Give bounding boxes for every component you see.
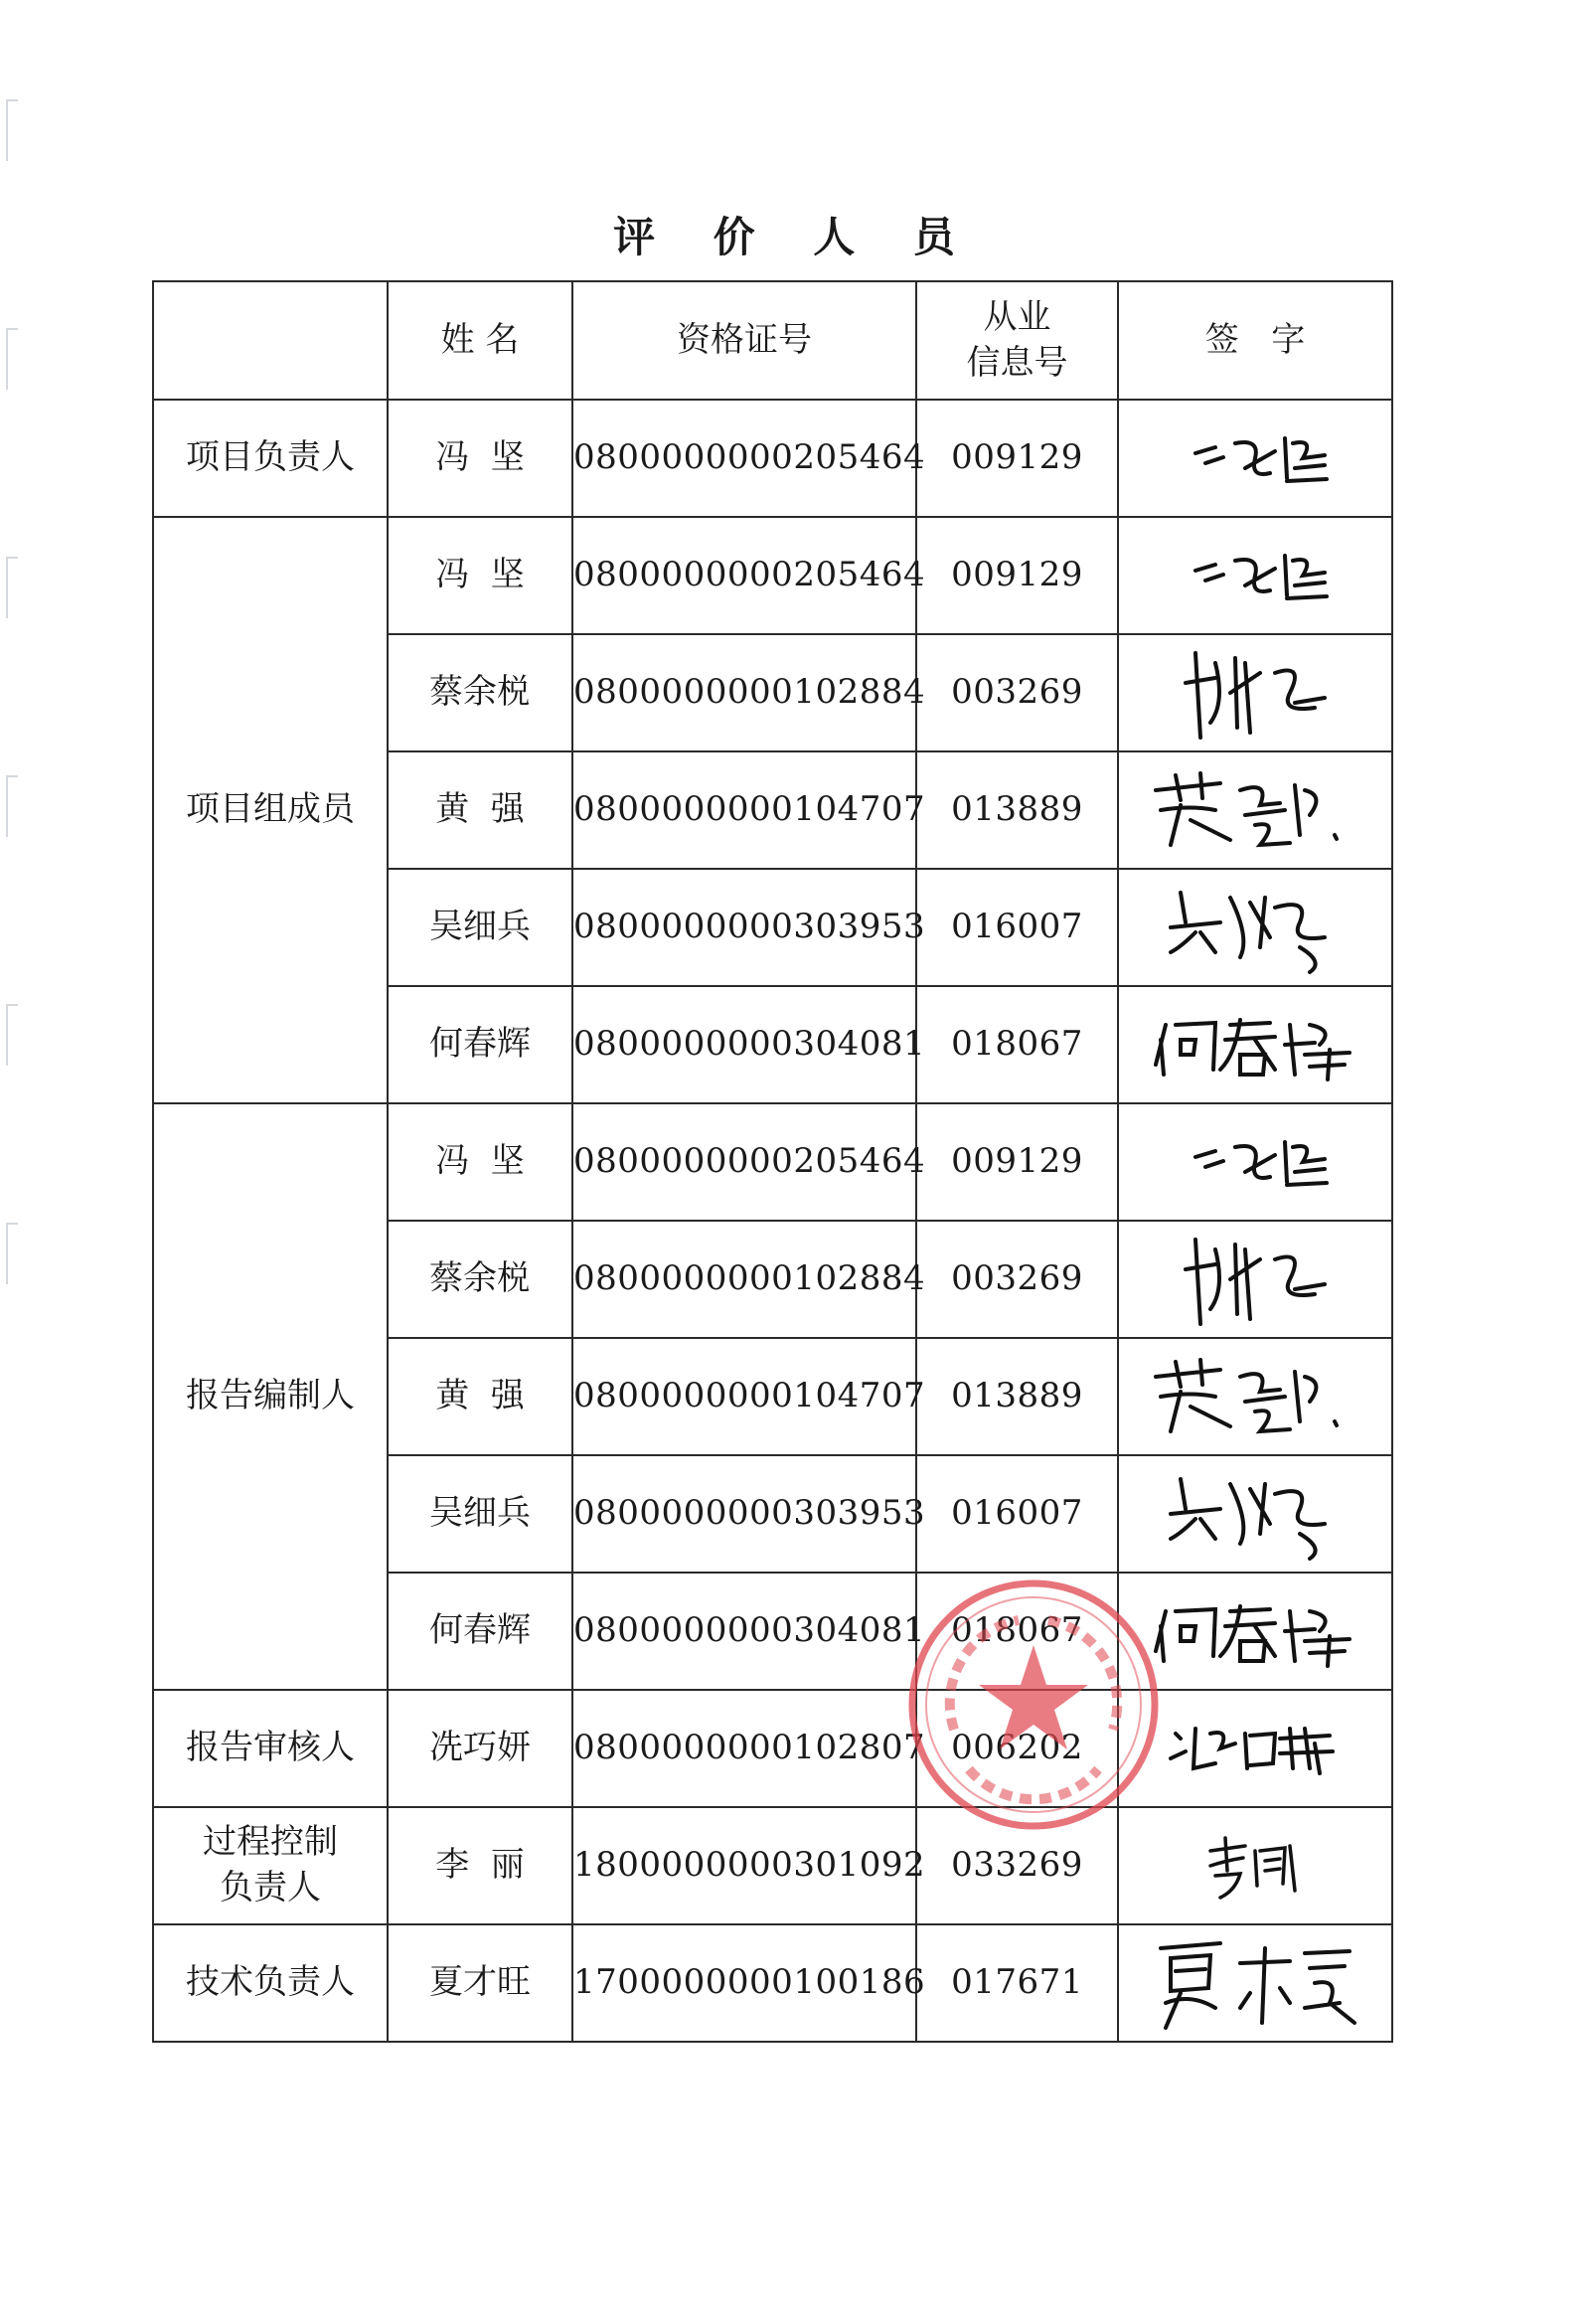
info-cell: 003269 — [916, 1221, 1118, 1338]
role-cell: 技术负责人 — [153, 1924, 388, 2042]
info-cell: 016007 — [916, 869, 1118, 986]
header-name: 姓 名 — [388, 281, 572, 400]
handwritten-signature — [1141, 1352, 1369, 1441]
name-cell: 何春辉 — [388, 1573, 572, 1690]
scan-edge-mark — [6, 328, 18, 390]
cert-cell: 0800000000102884 — [572, 1221, 916, 1338]
info-cell: 013889 — [916, 1338, 1118, 1455]
scan-edge-mark — [6, 775, 18, 837]
table-row — [153, 1690, 1392, 1807]
signature-cell — [1118, 869, 1392, 986]
name-cell: 吴细兵 — [388, 869, 572, 986]
scan-edge-mark — [6, 1223, 18, 1284]
info-cell: 013889 — [916, 751, 1118, 869]
header-role — [153, 281, 388, 400]
role-cell: 过程控制 负责人 — [153, 1807, 388, 1924]
cert-cell: 0800000000304081 — [572, 986, 916, 1103]
signature-cell — [1118, 986, 1392, 1103]
handwritten-signature — [1156, 1714, 1354, 1783]
info-cell: 017671 — [916, 1924, 1118, 2042]
name-cell: 蔡余棁 — [388, 634, 572, 751]
scan-edge-mark — [6, 99, 18, 161]
scan-edge-mark — [6, 557, 18, 618]
cert-cell: 1700000000100186 — [572, 1924, 916, 2042]
cert-cell: 0800000000205464 — [572, 400, 916, 517]
evaluator-table — [152, 280, 1393, 2043]
handwritten-signature — [1146, 1005, 1364, 1084]
table-row — [153, 1103, 1392, 1221]
cert-cell: 0800000000304081 — [572, 1573, 916, 1690]
name-cell: 吴细兵 — [388, 1455, 572, 1573]
cert-cell: 0800000000205464 — [572, 1103, 916, 1221]
name-cell: 冼巧妍 — [388, 1690, 572, 1807]
header-info: 从业 信息号 — [916, 281, 1118, 400]
cert-cell: 0800000000104707 — [572, 751, 916, 869]
handwritten-signature — [1156, 1230, 1354, 1329]
handwritten-signature — [1176, 541, 1335, 610]
name-cell: 黄 强 — [388, 1338, 572, 1455]
name-cell: 黄 强 — [388, 751, 572, 869]
name-cell: 冯 坚 — [388, 1103, 572, 1221]
scan-edge-mark — [6, 1004, 18, 1066]
cert-cell: 0800000000102807 — [572, 1690, 916, 1807]
handwritten-signature — [1141, 1933, 1369, 2033]
name-cell: 夏才旺 — [388, 1924, 572, 2042]
page-title: 评 价 人 员 — [613, 213, 977, 261]
official-seal-stamp — [899, 1571, 1168, 1839]
cert-cell: 0800000000104707 — [572, 1338, 916, 1455]
cert-cell: 0800000000303953 — [572, 1455, 916, 1573]
name-cell: 冯 坚 — [388, 517, 572, 634]
signature-cell — [1118, 1455, 1392, 1573]
handwritten-signature — [1156, 643, 1354, 743]
signature-cell — [1118, 751, 1392, 869]
signature-cell — [1118, 1221, 1392, 1338]
cert-cell: 0800000000303953 — [572, 869, 916, 986]
handwritten-signature — [1186, 1826, 1325, 1906]
table-row — [153, 1924, 1392, 2042]
signature-cell — [1118, 634, 1392, 751]
table-row — [153, 400, 1392, 517]
cert-cell: 0800000000102884 — [572, 634, 916, 751]
info-cell: 009129 — [916, 400, 1118, 517]
info-cell: 009129 — [916, 1103, 1118, 1221]
role-cell: 项目组成员 — [153, 517, 388, 1103]
table-header-row — [153, 281, 1392, 400]
signature-cell — [1118, 1924, 1392, 2042]
info-cell: 003269 — [916, 634, 1118, 751]
info-cell: 018067 — [916, 1573, 1118, 1690]
name-cell: 李 丽 — [388, 1807, 572, 1924]
info-cell: 016007 — [916, 1455, 1118, 1573]
table-row — [153, 1807, 1392, 1924]
info-cell: 033269 — [916, 1807, 1118, 1924]
name-cell: 蔡余棁 — [388, 1221, 572, 1338]
role-cell: 报告审核人 — [153, 1690, 388, 1807]
cert-cell: 1800000000301092 — [572, 1807, 916, 1924]
name-cell: 何春辉 — [388, 986, 572, 1103]
handwritten-signature — [1141, 765, 1369, 855]
cert-cell: 0800000000205464 — [572, 517, 916, 634]
handwritten-signature — [1176, 1127, 1335, 1197]
table-row — [153, 517, 1392, 634]
handwritten-signature — [1151, 878, 1359, 977]
signature-cell — [1118, 517, 1392, 634]
info-cell: 006202 — [916, 1690, 1118, 1807]
signature-cell — [1118, 400, 1392, 517]
signature-cell — [1118, 1103, 1392, 1221]
signature-cell — [1118, 1338, 1392, 1455]
header-cert: 资格证号 — [572, 281, 916, 400]
info-cell: 009129 — [916, 517, 1118, 634]
handwritten-signature — [1146, 1591, 1364, 1671]
handwritten-signature — [1151, 1464, 1359, 1564]
handwritten-signature — [1176, 423, 1335, 493]
info-cell: 018067 — [916, 986, 1118, 1103]
header-sign: 签 字 — [1118, 281, 1392, 400]
role-cell: 报告编制人 — [153, 1103, 388, 1690]
name-cell: 冯 坚 — [388, 400, 572, 517]
role-cell: 项目负责人 — [153, 400, 388, 517]
